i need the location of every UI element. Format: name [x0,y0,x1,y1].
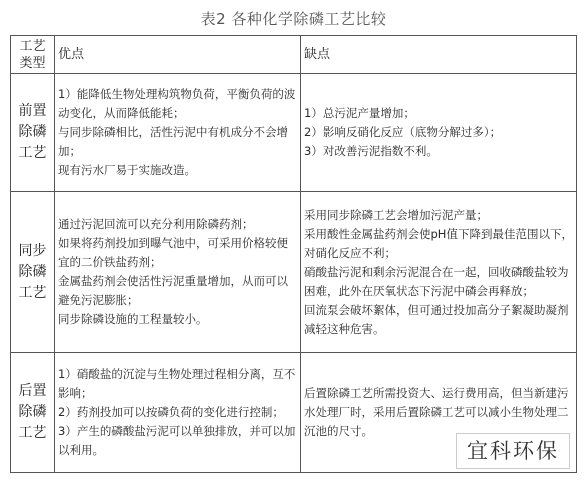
advantage-item: 通过污泥回流可以充分利用除磷药剂； [58,217,254,231]
disadvantage-item: 后置除磷工艺所需投资大、运行费用高，但当新建污水处理厂时，采用后置除磷工艺可以减小生物处理二沉池的尺寸。 [304,386,569,438]
table-row [11,74,577,192]
disadvantage-item: 硝酸盐污泥和剩余污泥混合在一起，回收磷酸盐较为困难，此外在厌氧状态下污泥中磷会再释放； [304,264,569,298]
header-disadvantages: 缺点 [301,36,577,74]
process-type-line: 前置 [18,103,47,119]
header-type-line: 类型 [19,55,46,71]
process-type-cell [11,74,55,192]
process-type-line: 同步 [18,242,47,259]
disadvantage-item: 1）总污泥产量增加； [304,106,415,120]
disadvantage-item: 采用酸性金属盐药剂会使pH值下降到最佳范围以下，对硝化反应不利； [304,226,573,260]
advantage-item: 金属盐药剂会使活性污泥重量增加，从而可以避免污泥膨胀； [58,274,288,307]
disadvantages-cell [301,192,577,353]
advantage-item: 1）硝酸盐的沉淀与生物处理过程相分离，互不影响； [58,367,296,400]
process-type-cell [11,192,55,353]
process-type-line: 后置 [18,383,47,399]
header-type-line: 工艺 [19,38,46,54]
header-advantages: 优点 [55,36,301,74]
advantage-item: 2）药剂投加可以按磷负荷的变化进行控制； [58,405,284,419]
advantage-item: 与同步除磷相比，活性污泥中有机成分不会增加； [58,125,288,158]
disadvantage-item: 回流泵会破坏絮体，但可通过投加高分子絮凝助凝剂减轻这种危害。 [304,302,569,336]
table-row [11,192,577,353]
advantages-cell [55,353,301,473]
disadvantage-item: 2）影响反硝化反应（底物分解过多）； [304,125,502,139]
table-title: 表2 各种化学除磷工艺比较 [200,10,387,28]
advantage-item: 3）产生的磷酸盐污泥可以单独排放，并可以加以利用。 [58,424,296,457]
table-header-row [11,36,577,74]
process-type-line: 工艺 [18,284,47,301]
advantage-item: 同步除磷设施的工程量较小。 [58,312,208,326]
process-type-line: 除磷 [18,124,47,140]
advantage-item: 如果将药剂投加到曝气池中，可采用价格较便宜的二价铁盐药剂； [58,236,288,269]
process-type-cell [11,353,55,473]
process-type-line: 除磷 [18,263,47,280]
header-type [11,36,55,74]
advantage-item: 1）能降低生物处理构筑物负荷，平衡负荷的波动变化，从而降低能耗； [58,87,296,120]
advantages-cell [55,192,301,353]
disadvantages-cell [301,74,577,192]
advantage-item: 现有污水厂易于实施改造。 [58,163,196,177]
comparison-table [10,35,577,473]
process-type-line: 工艺 [18,425,47,441]
watermark-logo: 宜科环保 [456,433,570,469]
process-type-line: 工艺 [18,145,47,161]
disadvantage-item: 3）对改善污泥指数不利。 [304,144,438,158]
process-type-line: 除磷 [18,404,47,420]
advantages-cell [55,74,301,192]
disadvantage-item: 采用同步除磷工艺会增加污泥产量； [304,207,488,222]
